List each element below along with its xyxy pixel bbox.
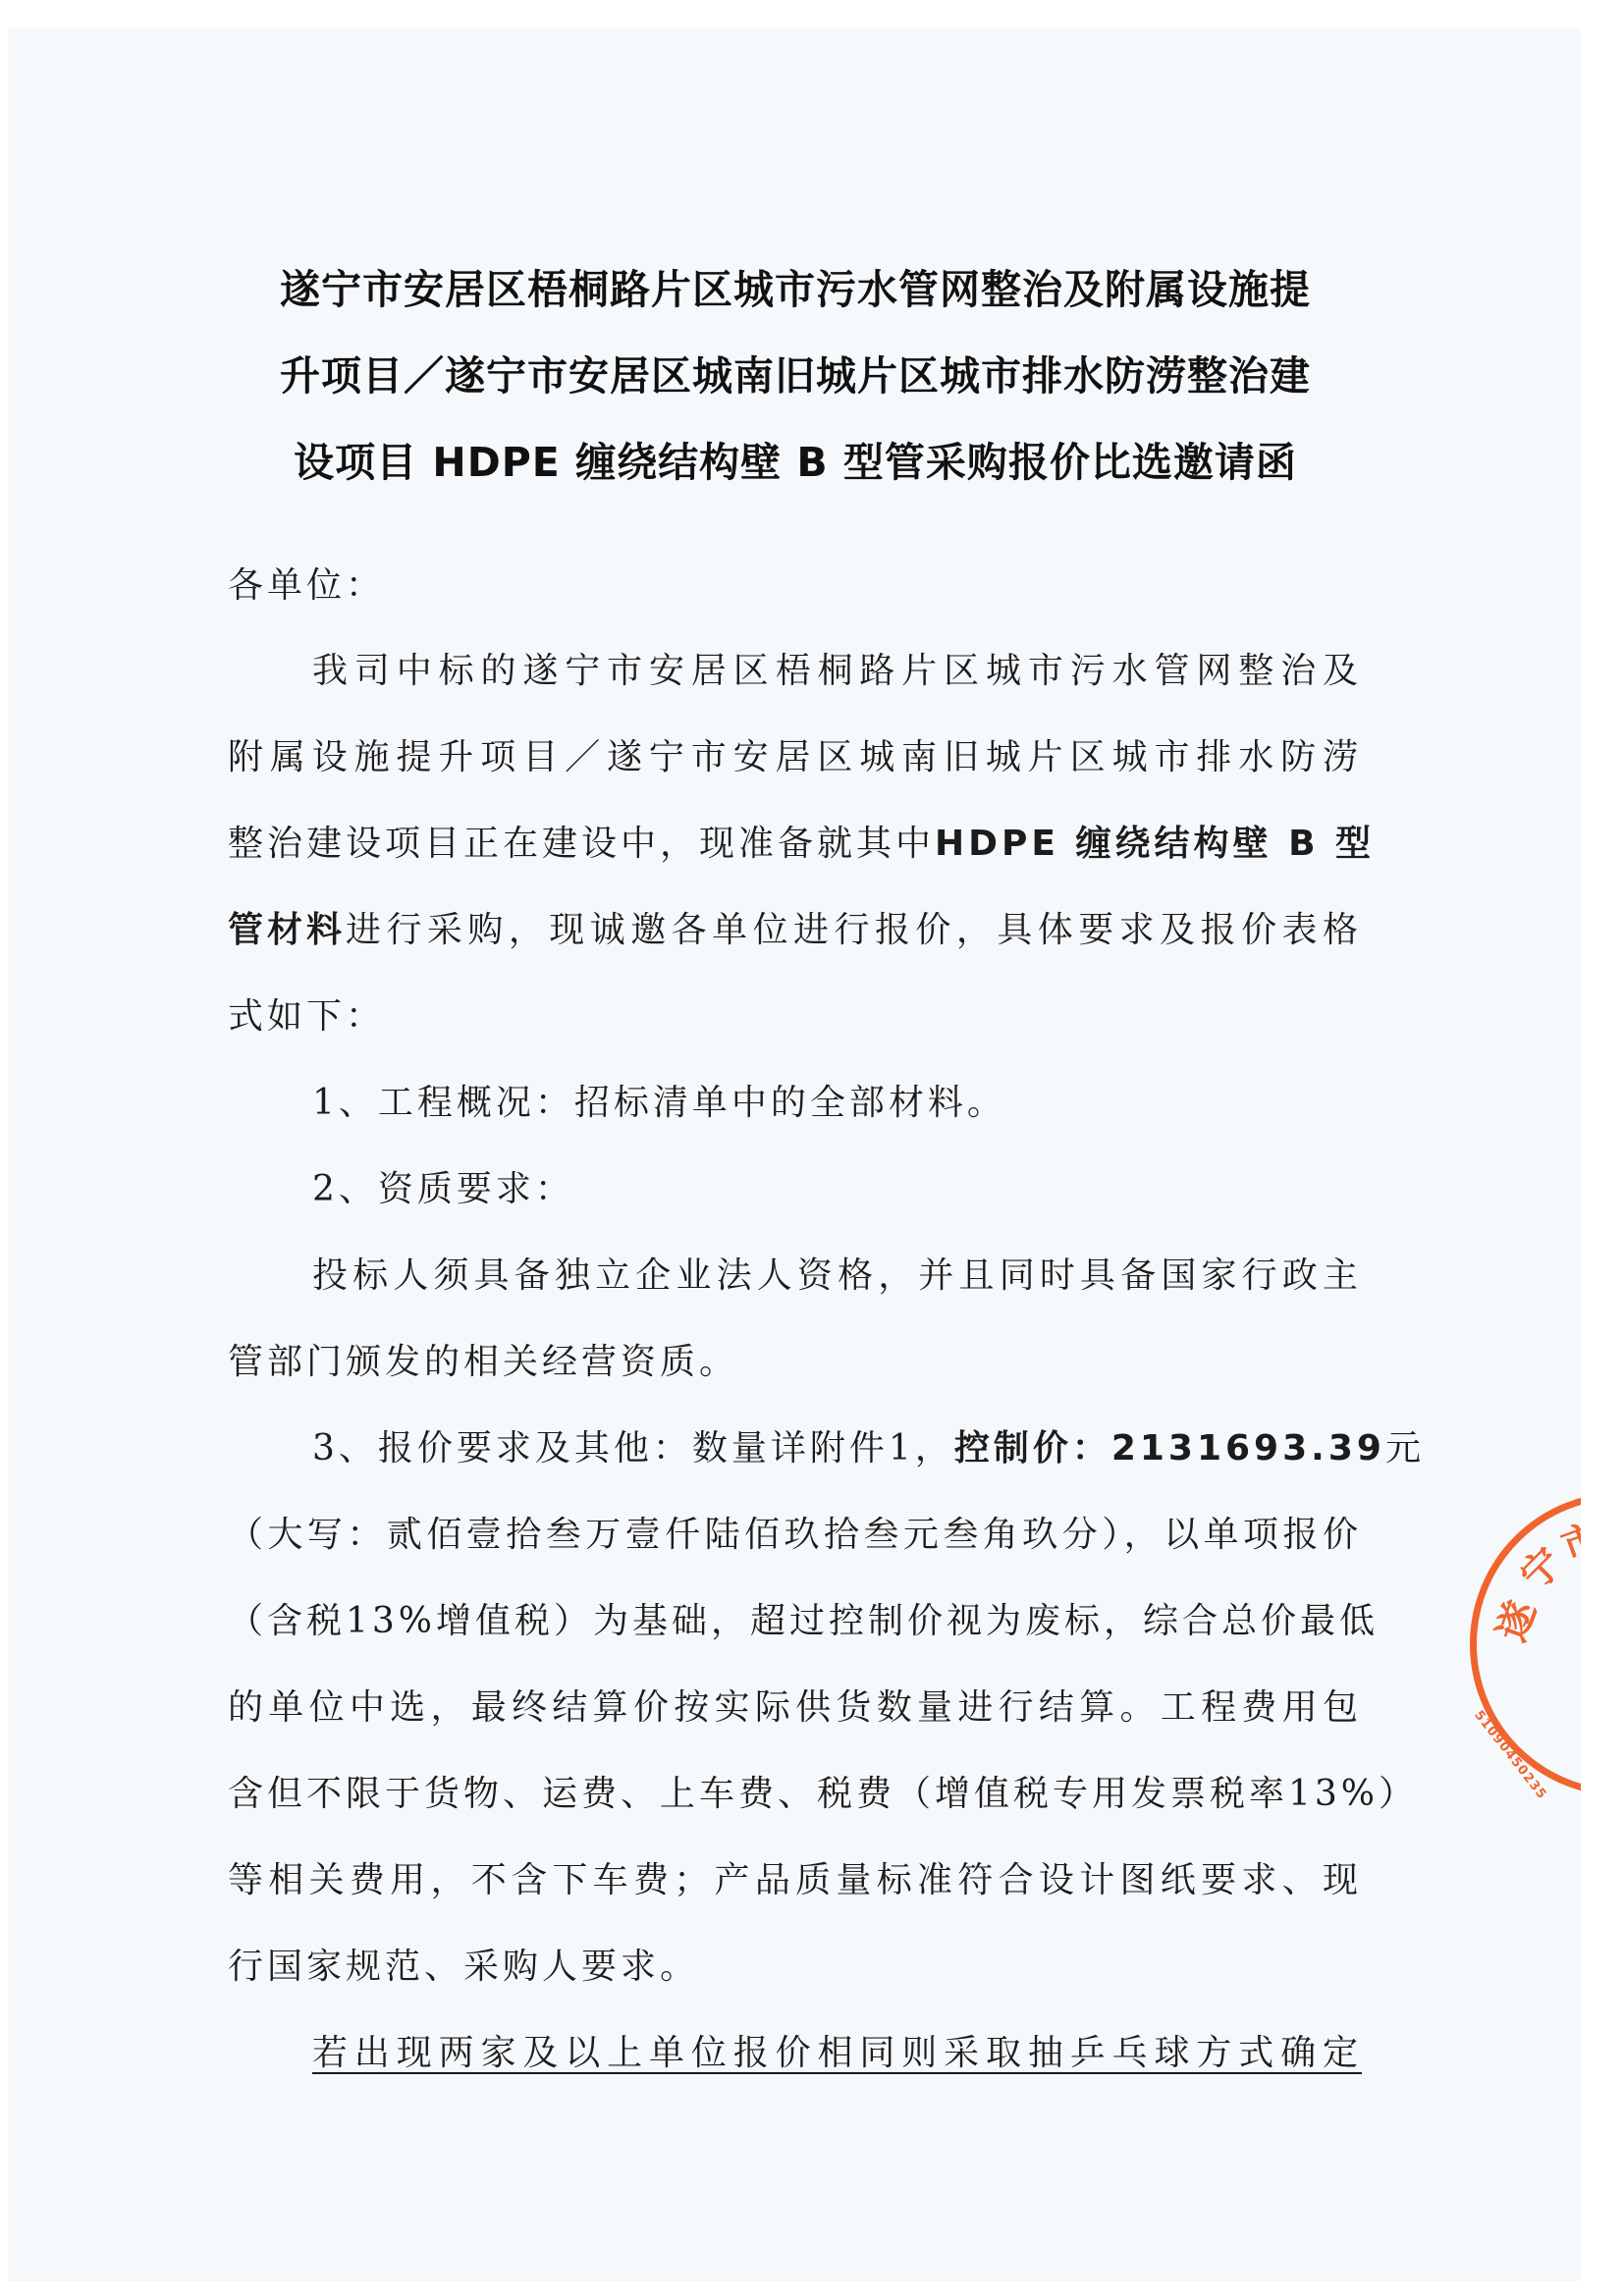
control-price: 控制价：2131693.39 bbox=[953, 1428, 1385, 1468]
document-title-line-3: 设项目 HDPE 缠绕结构壁 B 型管采购报价比选邀请函 bbox=[294, 439, 1297, 486]
intro-line-4-text: 进行采购，现诚邀各单位进行报价，具体要求及报价表格 bbox=[346, 910, 1362, 950]
intro-line-1: 我司中标的遂宁市安居区梧桐路片区城市污水管网整治及 bbox=[312, 651, 1362, 691]
stamp-registration-code: 51090450235 bbox=[1471, 1708, 1550, 1803]
intro-line-2: 附属设施提升项目／遂宁市安居区城南旧城片区城市排水防涝 bbox=[228, 737, 1362, 777]
section-3-heading: 3、报价要求及其他：数量详附件1， bbox=[312, 1428, 954, 1468]
intro-line-5: 式如下： bbox=[228, 996, 386, 1037]
section-3-line-7: 行国家规范、采购人要求。 bbox=[228, 1947, 700, 1987]
section-3-line-1 bbox=[312, 1420, 1425, 1470]
material-name-highlight: HDPE 缠绕结构壁 B 型 bbox=[935, 824, 1376, 864]
intro-line-3-text: 整治建设项目正在建设中，现准备就其中 bbox=[228, 824, 936, 864]
section-1-overview: 1、工程概况：招标清单中的全部材料。 bbox=[312, 1083, 1006, 1123]
tie-breaking-rule: 若出现两家及以上单位报价相同则采取抽乒乓球方式确定 bbox=[312, 2033, 1362, 2073]
document-title-line-1: 遂宁市安居区梧桐路片区城市污水管网整治及附属设施提 bbox=[280, 266, 1311, 313]
section-3-line-5: 含但不限于货物、运费、上车费、税费（增值税专用发票税率13%） bbox=[228, 1774, 1419, 1814]
section-3-line-4: 的单位中选，最终结算价按实际供货数量进行结算。工程费用包 bbox=[228, 1687, 1362, 1728]
currency-unit: 元 bbox=[1384, 1428, 1425, 1468]
section-2-body-line-1: 投标人须具备独立企业法人资格，并且同时具备国家行政主 bbox=[312, 1255, 1362, 1296]
section-3-line-2: （大写：贰佰壹拾叁万壹仟陆佰玖拾叁元叁角玖分），以单项报价 bbox=[228, 1515, 1362, 1555]
material-name-highlight-cont: 管材料 bbox=[228, 910, 347, 950]
document-title-line-2: 升项目／遂宁市安居区城南旧城片区城市排水防涝整治建 bbox=[280, 352, 1311, 400]
intro-line-4 bbox=[228, 902, 1362, 952]
section-2-body-line-2: 管部门颁发的相关经营资质。 bbox=[228, 1342, 739, 1382]
section-3-line-3: （含税13%增值税）为基础，超过控制价视为废标，综合总价最低 bbox=[228, 1601, 1380, 1641]
section-3-line-6: 等相关费用，不含下车费；产品质量标准符合设计图纸要求、现 bbox=[228, 1860, 1362, 1900]
stamp-char-2: 宁 bbox=[1512, 1539, 1572, 1600]
intro-line-3 bbox=[228, 816, 1376, 866]
salutation: 各单位： bbox=[228, 565, 386, 606]
section-2-heading: 2、资质要求： bbox=[312, 1169, 574, 1209]
stamp-char-1: 遂 bbox=[1489, 1595, 1545, 1648]
page-margin-right bbox=[1581, 0, 1624, 2296]
